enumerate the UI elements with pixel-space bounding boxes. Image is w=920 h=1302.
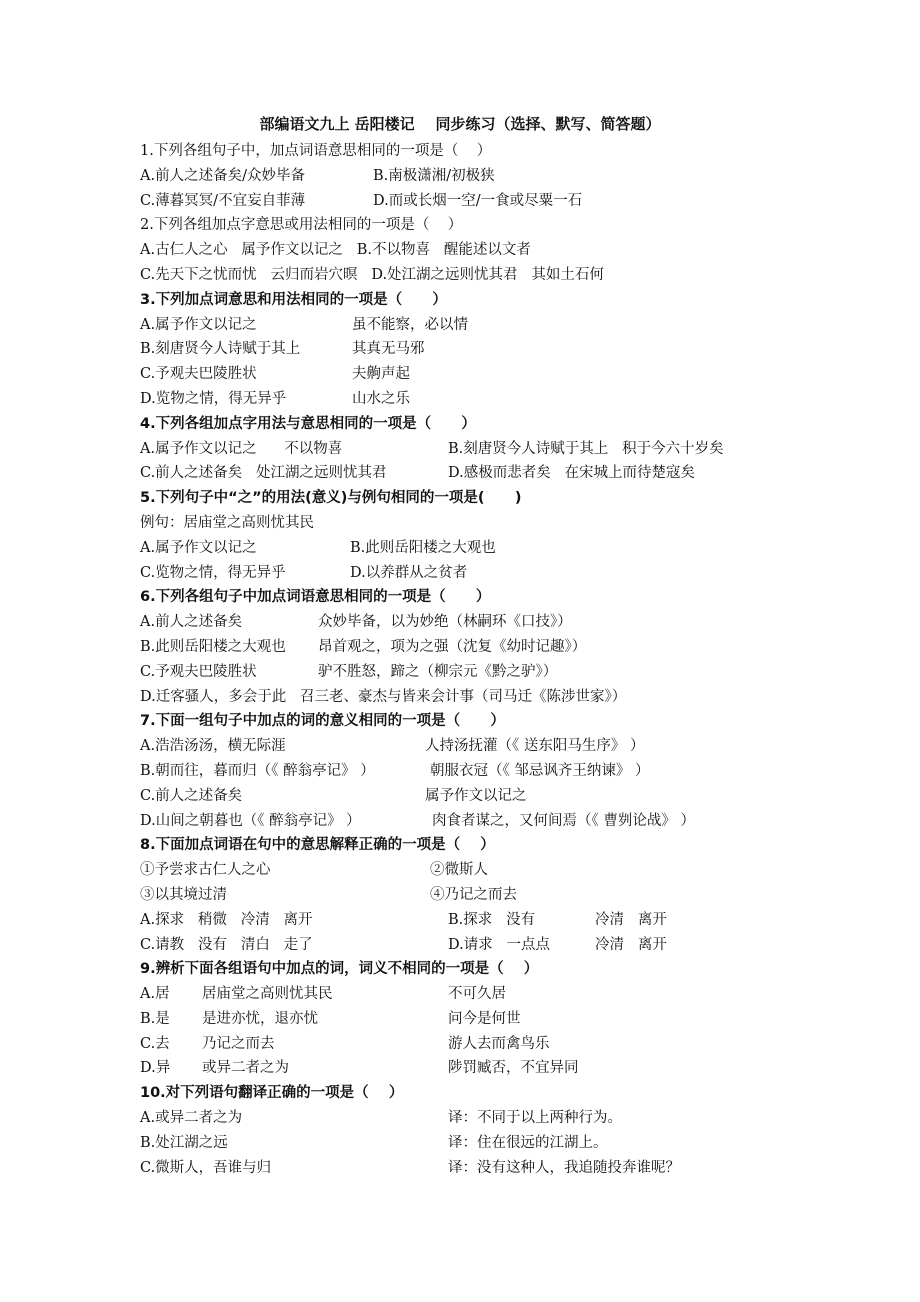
line-text: C.前人之述备矣 处江湖之远则忧其君 [140, 465, 387, 482]
option-line [140, 610, 820, 635]
option-line [140, 883, 820, 908]
line-text: 1.下列各组句子中，加点词语意思相同的一项是（ ） [140, 143, 492, 159]
option-line [140, 189, 820, 214]
option-line [140, 362, 820, 387]
option-line [140, 263, 820, 288]
line-text: A.探求 稍微 冷清 离开 [140, 911, 313, 928]
option-line [140, 164, 820, 189]
line-text: B.南极潇湘/初极狭 [373, 167, 495, 184]
question-line [140, 139, 820, 164]
line-text: 10.对下列语句翻译正确的一项是（ ） [140, 1085, 404, 1102]
question-line [140, 486, 820, 511]
line-text: B.刻唐贤今人诗赋于其上 [140, 341, 301, 358]
line-text: 驴不胜怒，蹄之（柳宗元《黔之驴》） [318, 663, 558, 680]
line-text: 不可久居 [448, 986, 506, 1003]
line-text: C.前人之述备矣 [140, 787, 243, 804]
line-text: 2.下列各组加点字意思或用法相同的一项是（ ） [140, 217, 463, 234]
line-text: 属予作文以记之 [425, 787, 527, 804]
line-text: A.居 [140, 986, 170, 1003]
option-line [140, 238, 820, 263]
option-line [140, 685, 820, 710]
line-text: 是进亦忧，退亦忧 [202, 1010, 318, 1027]
line-text: D.异 [140, 1060, 171, 1077]
option-line [140, 1007, 820, 1032]
question-line [140, 288, 820, 313]
line-text: C.微斯人，吾谁与归 [140, 1159, 272, 1176]
option-line [140, 461, 820, 486]
line-text: 7.下面一组句子中加点的词的意义相同的一项是（ ） [140, 713, 505, 730]
line-text: 译：没有这种人，我追随投奔谁呢？ [448, 1159, 680, 1176]
line-text: B.此则岳阳楼之大观也 [350, 539, 496, 556]
document-title: 部编语文九上 岳阳楼记 同步练习（选择、默写、简答题） [259, 115, 661, 133]
line-text: 虽不能察，必以情 [352, 316, 468, 333]
line-text: A.属予作文以记之 不以物喜 [140, 440, 343, 457]
option-line [140, 908, 820, 933]
option-line [140, 511, 820, 536]
line-text: 陟罚臧否，不宜异同 [448, 1060, 579, 1077]
line-text: 5.下列句子中“之”的用法(意义)与例句相同的一项是( ) [140, 490, 522, 507]
line-text: C.览物之情，得无异乎 [140, 564, 286, 581]
line-text: 8.下面加点词语在句中的意思解释正确的一项是（ ） [140, 837, 495, 854]
option-line [140, 784, 820, 809]
option-line [140, 734, 820, 759]
question-line [140, 412, 820, 437]
question-line [140, 833, 820, 858]
line-text: D.而或长烟一空/一食或尽粟一石 [373, 192, 583, 209]
line-text: 问今是何世 [448, 1010, 521, 1027]
option-line [140, 313, 820, 338]
option-line [140, 933, 820, 958]
line-text: A.浩浩汤汤，横无际涯 [140, 738, 286, 755]
question-line [140, 1081, 820, 1106]
line-text: A.前人之述备矣/众妙毕备 [140, 167, 305, 184]
option-line [140, 561, 820, 586]
line-text: A.或异二者之为 [140, 1110, 243, 1127]
option-line [140, 1106, 820, 1131]
line-text: D.迁客骚人，多会于此 召三老、豪杰与皆来会计事（司马迁《陈涉世家》） [140, 688, 627, 705]
line-text: 昂首观之，项为之强（沈复《幼时记趣》） [318, 638, 587, 655]
line-text: B.此则岳阳楼之大观也 [140, 638, 286, 655]
option-line [140, 536, 820, 561]
line-text: A.属予作文以记之 [140, 539, 257, 556]
line-text: C.予观夫巴陵胜状 [140, 663, 257, 680]
line-text: 6.下列各组句子中加点词语意思相同的一项是（ ） [140, 589, 491, 606]
line-text: A.古仁人之心 属予作文以记之 B.不以物喜 醒能述以文者 [140, 242, 531, 259]
option-line [140, 1032, 820, 1057]
option-line [140, 337, 820, 362]
option-line [140, 1056, 820, 1081]
line-text: B.朝而往，暮而归（《 醉翁亭记》 ） [140, 762, 375, 779]
question-line [140, 709, 820, 734]
line-text: C.薄暮冥冥/不宜妄自菲薄 [140, 192, 306, 209]
line-text: 9.辨析下面各组语句中加点的词，词义不相同的一项是（ ） [140, 961, 539, 978]
line-text: 3.下列加点词意思和用法相同的一项是（ ） [140, 291, 447, 308]
line-text: D.感极而悲者矣 在宋城上而待楚寇矣 [448, 465, 696, 482]
line-text: C.请教 没有 清白 走了 [140, 936, 313, 953]
line-text: 朝服衣冠（《 邹忌讽齐王纳谏》 ） [430, 762, 650, 779]
line-text: 冷清 离开 [595, 936, 667, 953]
line-text: 4.下列各组加点字用法与意思相同的一项是（ ） [140, 415, 476, 432]
option-line [140, 387, 820, 412]
line-text: B.刻唐贤今人诗赋于其上 积于今六十岁矣 [448, 440, 724, 457]
line-text: ①予尝求古仁人之心 [140, 862, 271, 879]
line-text: D.山间之朝暮也（《 醉翁亭记》 ） [140, 812, 361, 829]
line-text: 人持汤抚灌（《 送东阳马生序》 ） [425, 738, 645, 755]
line-text: C.去 [140, 1035, 170, 1052]
line-text: 夫齁声起 [352, 366, 410, 383]
option-line [140, 982, 820, 1007]
line-text: 乃记之而去 [202, 1035, 275, 1052]
option-line [140, 660, 820, 685]
question-list [140, 139, 820, 1180]
option-line [140, 809, 820, 834]
line-text: D.请求 一点点 [448, 936, 551, 953]
line-text: 肉食者谋之，又何间焉（《 曹刿论战》 ） [432, 812, 695, 829]
option-line [140, 1156, 820, 1181]
question-line [140, 585, 820, 610]
line-text: 译：不同于以上两种行为。 [448, 1110, 622, 1127]
line-text: 居庙堂之高则忧其民 [202, 986, 333, 1003]
line-text: D.以养群从之贫者 [350, 564, 468, 581]
line-text: 例句：居庙堂之高则忧其民 [140, 514, 314, 531]
line-text: 冷清 离开 [595, 911, 667, 928]
option-line [140, 1131, 820, 1156]
option-line [140, 437, 820, 462]
line-text: B.处江湖之远 [140, 1134, 228, 1151]
line-text: B.是 [140, 1010, 170, 1027]
option-line [140, 635, 820, 660]
line-text: 或异二者之为 [202, 1060, 289, 1077]
line-text: 山水之乐 [352, 390, 410, 407]
line-text: ④乃记之而去 [430, 886, 517, 903]
line-text: ②微斯人 [430, 862, 488, 879]
question-line [140, 957, 820, 982]
line-text: ③以其境过清 [140, 886, 227, 903]
line-text: C.予观夫巴陵胜状 [140, 366, 257, 383]
line-text: 众妙毕备，以为妙绝（林嗣环《口技》） [318, 614, 572, 631]
option-line [140, 759, 820, 784]
line-text: D.览物之情，得无异乎 [140, 390, 287, 407]
line-text: 游人去而禽鸟乐 [448, 1035, 550, 1052]
line-text: 其真无马邪 [352, 341, 425, 358]
option-line [140, 858, 820, 883]
line-text: B.探求 没有 [448, 911, 536, 928]
line-text: 译：住在很远的江湖上。 [448, 1134, 608, 1151]
question-line [140, 213, 820, 238]
line-text: C.先天下之忧而忧 云归而岩穴暝 D.处江湖之远则忧其君 其如土石何 [140, 266, 604, 283]
line-text: A.前人之述备矣 [140, 614, 243, 631]
line-text: A.属予作文以记之 [140, 316, 257, 333]
